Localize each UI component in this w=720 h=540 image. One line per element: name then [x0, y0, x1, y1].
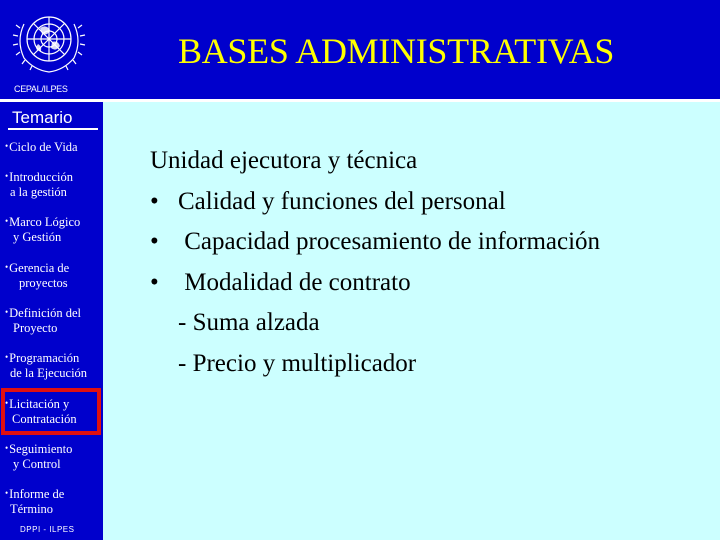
bullet: • [150, 228, 159, 255]
bullet: • [5, 262, 9, 272]
menu-item-label: Marco Lógico [9, 215, 81, 229]
menu-item-label: Definición del [9, 306, 82, 320]
content-sub-item [150, 344, 600, 385]
menu-item-gerencia[interactable] [5, 260, 101, 291]
header [103, 0, 720, 99]
menu-item-label-line2: Contratación [12, 412, 77, 426]
menu-item-label: Ciclo de Vida [9, 140, 78, 154]
bullet: • [5, 443, 9, 453]
menu-item-programacion[interactable] [5, 350, 101, 381]
content-bullet-text: Modalidad de contrato [184, 268, 411, 296]
menu-item-label-line2: y Control [13, 457, 61, 471]
org-label: CEPAL/ILPES [14, 84, 68, 94]
content-sub-item-text: - Precio y multiplicador [178, 349, 417, 377]
content-sub-item-text: - Suma alzada [178, 309, 320, 336]
menu-item-label-line2: y Gestión [13, 230, 62, 244]
menu-item-seguimiento[interactable] [5, 441, 101, 472]
content-heading: Unidad ejecutora y técnica [150, 147, 418, 174]
menu-item-label: Seguimiento [9, 442, 73, 456]
main-content [150, 141, 600, 384]
bullet: • [5, 488, 9, 498]
section-underline [8, 128, 98, 130]
bullet: • [5, 171, 9, 181]
menu-item-label-line2: Término [10, 502, 54, 516]
content-bullet [150, 222, 600, 263]
menu-item-marco-logico[interactable] [5, 214, 101, 245]
bullet: • [150, 268, 159, 296]
content-sub-item [150, 303, 600, 344]
menu-item-definicion[interactable] [5, 305, 101, 336]
bullet: • [5, 352, 9, 362]
menu-item-introduccion[interactable] [5, 169, 101, 200]
menu-item-label-line2: proyectos [19, 276, 68, 290]
footer-label: DPPI - ILPES [20, 525, 75, 534]
active-item-highlight [1, 388, 101, 435]
menu-item-label-line2: Proyecto [13, 321, 58, 335]
page-title: BASES ADMINISTRATIVAS [178, 31, 615, 71]
bullet: • [5, 216, 9, 226]
sidebar [0, 0, 103, 540]
content-bullet-text: Capacidad procesamiento de información [184, 228, 601, 255]
menu-item-label: Introducción [9, 170, 74, 184]
menu-item-label: Gerencia de [9, 261, 70, 275]
header-divider [0, 99, 720, 102]
bullet: • [5, 141, 9, 151]
un-emblem-icon [10, 6, 88, 76]
content-bullet-text: Calidad y funciones del personal [178, 187, 506, 215]
menu-item-label-line2: de la Ejecución [10, 366, 88, 380]
bullet: • [5, 398, 9, 408]
content-bullet [150, 182, 600, 223]
menu-item-label: Programación [9, 351, 80, 365]
menu-item-ciclo-de-vida[interactable] [5, 139, 101, 155]
menu-item-informe[interactable] [5, 486, 101, 517]
bullet: • [150, 187, 159, 215]
content-bullet [150, 263, 600, 304]
bullet: • [5, 307, 9, 317]
section-title: Temario [12, 108, 73, 127]
menu-item-label: Informe de [9, 487, 65, 501]
menu-item-label: Licitación y [9, 397, 70, 411]
menu-item-label-line2: a la gestión [10, 185, 67, 199]
